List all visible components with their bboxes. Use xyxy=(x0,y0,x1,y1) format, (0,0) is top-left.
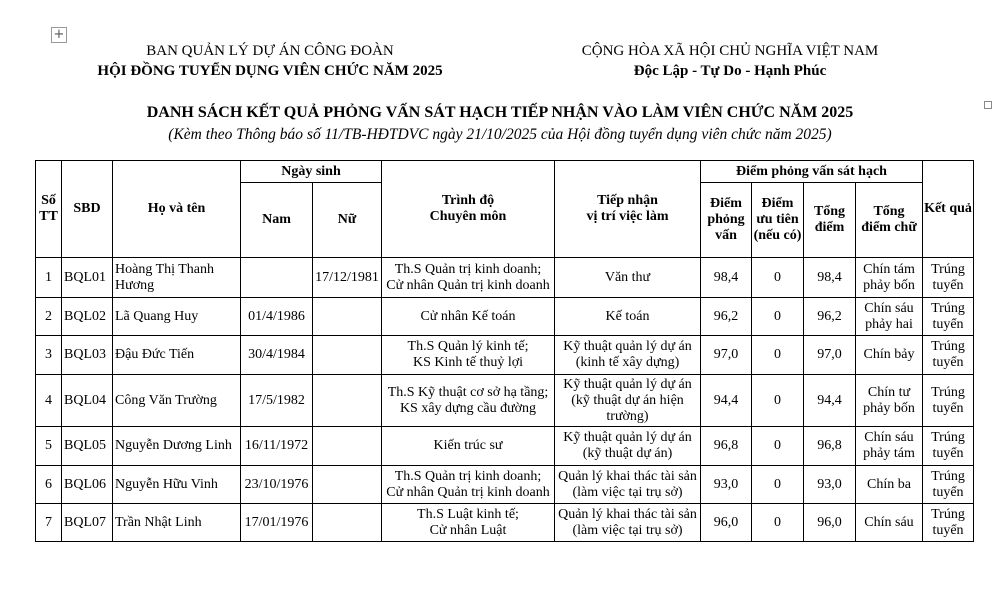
cell-total-words: Chín sáu xyxy=(856,504,923,542)
table-row xyxy=(36,336,974,375)
cell-name: Trần Nhật Linh xyxy=(113,504,241,542)
col-female: Nữ xyxy=(313,183,382,258)
cell-total-score: 96,8 xyxy=(804,427,856,466)
cell-dob-female xyxy=(313,466,382,504)
cell-sbd: BQL06 xyxy=(62,466,113,504)
cell-dob-male: 01/4/1986 xyxy=(241,298,313,336)
col-sbd: SBD xyxy=(62,161,113,258)
table-row xyxy=(36,466,974,504)
table-move-handle-icon[interactable]: + xyxy=(51,27,67,43)
cell-dob-female xyxy=(313,504,382,542)
col-degree: Trình độ Chuyên môn xyxy=(382,161,555,258)
cell-priority-score: 0 xyxy=(752,336,804,375)
cell-degree: Th.S Luật kinh tế; Cử nhân Luật xyxy=(382,504,555,542)
cell-dob-female: 17/12/1981 xyxy=(313,258,382,298)
org-header xyxy=(60,41,480,81)
cell-total-score: 98,4 xyxy=(804,258,856,298)
col-result: Kết quả xyxy=(923,161,974,258)
cell-degree: Cử nhân Kế toán xyxy=(382,298,555,336)
cell-stt: 7 xyxy=(36,504,62,542)
cell-position: Quản lý khai thác tài sản (làm việc tại trụ sở) xyxy=(555,466,701,504)
cell-position: Quản lý khai thác tài sản (làm việc tại trụ sở) xyxy=(555,504,701,542)
cell-dob-female xyxy=(313,375,382,427)
cell-name: Nguyễn Hữu Vinh xyxy=(113,466,241,504)
cell-degree: Th.S Kỹ thuật cơ sở hạ tầng; KS xây dựng cầu đường xyxy=(382,375,555,427)
cell-stt: 2 xyxy=(36,298,62,336)
col-dob: Ngày sinh xyxy=(241,161,382,183)
cell-result: Trúng tuyển xyxy=(923,298,974,336)
cell-dob-male: 17/5/1982 xyxy=(241,375,313,427)
cell-name: Công Văn Trường xyxy=(113,375,241,427)
col-total-score: Tổng điểm xyxy=(804,183,856,258)
cell-stt: 1 xyxy=(36,258,62,298)
cell-dob-male: 30/4/1984 xyxy=(241,336,313,375)
cell-dob-male: 23/10/1976 xyxy=(241,466,313,504)
cell-stt: 6 xyxy=(36,466,62,504)
cell-total-score: 96,2 xyxy=(804,298,856,336)
results-table xyxy=(35,160,974,542)
cell-total-words: Chín tư phảy bốn xyxy=(856,375,923,427)
table-row xyxy=(36,375,974,427)
cell-sbd: BQL03 xyxy=(62,336,113,375)
cell-name: Nguyễn Dương Linh xyxy=(113,427,241,466)
council-name: HỘI ĐỒNG TUYỂN DỤNG VIÊN CHỨC NĂM 2025 xyxy=(97,63,443,79)
document-title: DANH SÁCH KẾT QUẢ PHỎNG VẤN SÁT HẠCH TIẾP NHẬN VÀO LÀM VIÊN CHỨC NĂM 2025 xyxy=(146,104,854,121)
cell-priority-score: 0 xyxy=(752,298,804,336)
cell-name: Đậu Đức Tiến xyxy=(113,336,241,375)
cell-priority-score: 0 xyxy=(752,504,804,542)
cell-interview-score: 93,0 xyxy=(701,466,752,504)
cell-interview-score: 98,4 xyxy=(701,258,752,298)
cell-interview-score: 97,0 xyxy=(701,336,752,375)
col-stt: Số TT xyxy=(36,161,62,258)
col-name: Họ và tên xyxy=(113,161,241,258)
cell-total-words: Chín sáu phảy hai xyxy=(856,298,923,336)
cell-position: Kỹ thuật quản lý dự án (kỹ thuật dự án) xyxy=(555,427,701,466)
country-name: CỘNG HÒA XÃ HỘI CHỦ NGHĨA VIỆT NAM xyxy=(581,43,879,59)
cell-stt: 4 xyxy=(36,375,62,427)
cell-position: Kỹ thuật quản lý dự án (kinh tế xây dựng) xyxy=(555,336,701,375)
table-row xyxy=(36,427,974,466)
cell-degree: Th.S Quản trị kinh doanh; Cử nhân Quản trị kinh doanh xyxy=(382,258,555,298)
col-position: Tiếp nhận vị trí việc làm xyxy=(555,161,701,258)
cell-interview-score: 96,8 xyxy=(701,427,752,466)
cell-dob-female xyxy=(313,298,382,336)
cell-total-score: 93,0 xyxy=(804,466,856,504)
cell-result: Trúng tuyển xyxy=(923,466,974,504)
col-male: Nam xyxy=(241,183,313,258)
cell-position: Kế toán xyxy=(555,298,701,336)
cell-position: Kỹ thuật quản lý dự án (kỹ thuật dự án hiện trường) xyxy=(555,375,701,427)
col-interview-score: Điểm phỏng vấn xyxy=(701,183,752,258)
national-header xyxy=(520,41,940,81)
cell-priority-score: 0 xyxy=(752,466,804,504)
cell-degree: Th.S Quản lý kinh tế; KS Kinh tế thuỷ lợi xyxy=(382,336,555,375)
cell-total-score: 97,0 xyxy=(804,336,856,375)
cell-stt: 5 xyxy=(36,427,62,466)
cell-total-words: Chín bảy xyxy=(856,336,923,375)
cell-interview-score: 94,4 xyxy=(701,375,752,427)
cell-stt: 3 xyxy=(36,336,62,375)
cell-total-words: Chín ba xyxy=(856,466,923,504)
cell-result: Trúng tuyển xyxy=(923,504,974,542)
cell-degree: Kiến trúc sư xyxy=(382,427,555,466)
col-total-words: Tổng điểm chữ xyxy=(856,183,923,258)
cell-dob-female xyxy=(313,427,382,466)
document-subtitle: (Kèm theo Thông báo số 11/TB-HĐTDVC ngày 21/10/2025 của Hội đồng tuyển dụng viên chức năm 2025) xyxy=(168,126,832,143)
cell-sbd: BQL04 xyxy=(62,375,113,427)
cell-dob-male: 16/11/1972 xyxy=(241,427,313,466)
cell-priority-score: 0 xyxy=(752,427,804,466)
col-scores: Điểm phỏng vấn sát hạch xyxy=(701,161,923,183)
cell-sbd: BQL07 xyxy=(62,504,113,542)
table-row xyxy=(36,298,974,336)
cell-position: Văn thư xyxy=(555,258,701,298)
cell-result: Trúng tuyển xyxy=(923,375,974,427)
cell-result: Trúng tuyển xyxy=(923,427,974,466)
col-priority-score: Điểm ưu tiên (nếu có) xyxy=(752,183,804,258)
cell-priority-score: 0 xyxy=(752,258,804,298)
cell-degree: Th.S Quản trị kinh doanh; Cử nhân Quản trị kinh doanh xyxy=(382,466,555,504)
cell-dob-male xyxy=(241,258,313,298)
cell-result: Trúng tuyển xyxy=(923,336,974,375)
cell-sbd: BQL02 xyxy=(62,298,113,336)
motto: Độc Lập - Tự Do - Hạnh Phúc xyxy=(633,63,827,79)
cell-sbd: BQL01 xyxy=(62,258,113,298)
cell-name: Lã Quang Huy xyxy=(113,298,241,336)
cell-total-score: 96,0 xyxy=(804,504,856,542)
cell-total-words: Chín sáu phảy tám xyxy=(856,427,923,466)
cell-sbd: BQL05 xyxy=(62,427,113,466)
cell-dob-female xyxy=(313,336,382,375)
cell-dob-male: 17/01/1976 xyxy=(241,504,313,542)
cell-interview-score: 96,2 xyxy=(701,298,752,336)
cell-total-score: 94,4 xyxy=(804,375,856,427)
cell-result: Trúng tuyển xyxy=(923,258,974,298)
table-row xyxy=(36,258,974,298)
cell-total-words: Chín tám phảy bốn xyxy=(856,258,923,298)
cell-interview-score: 96,0 xyxy=(701,504,752,542)
cell-name: Hoàng Thị Thanh Hương xyxy=(113,258,241,298)
cell-priority-score: 0 xyxy=(752,375,804,427)
org-name: BAN QUẢN LÝ DỰ ÁN CÔNG ĐOÀN xyxy=(146,43,394,59)
table-row xyxy=(36,504,974,542)
